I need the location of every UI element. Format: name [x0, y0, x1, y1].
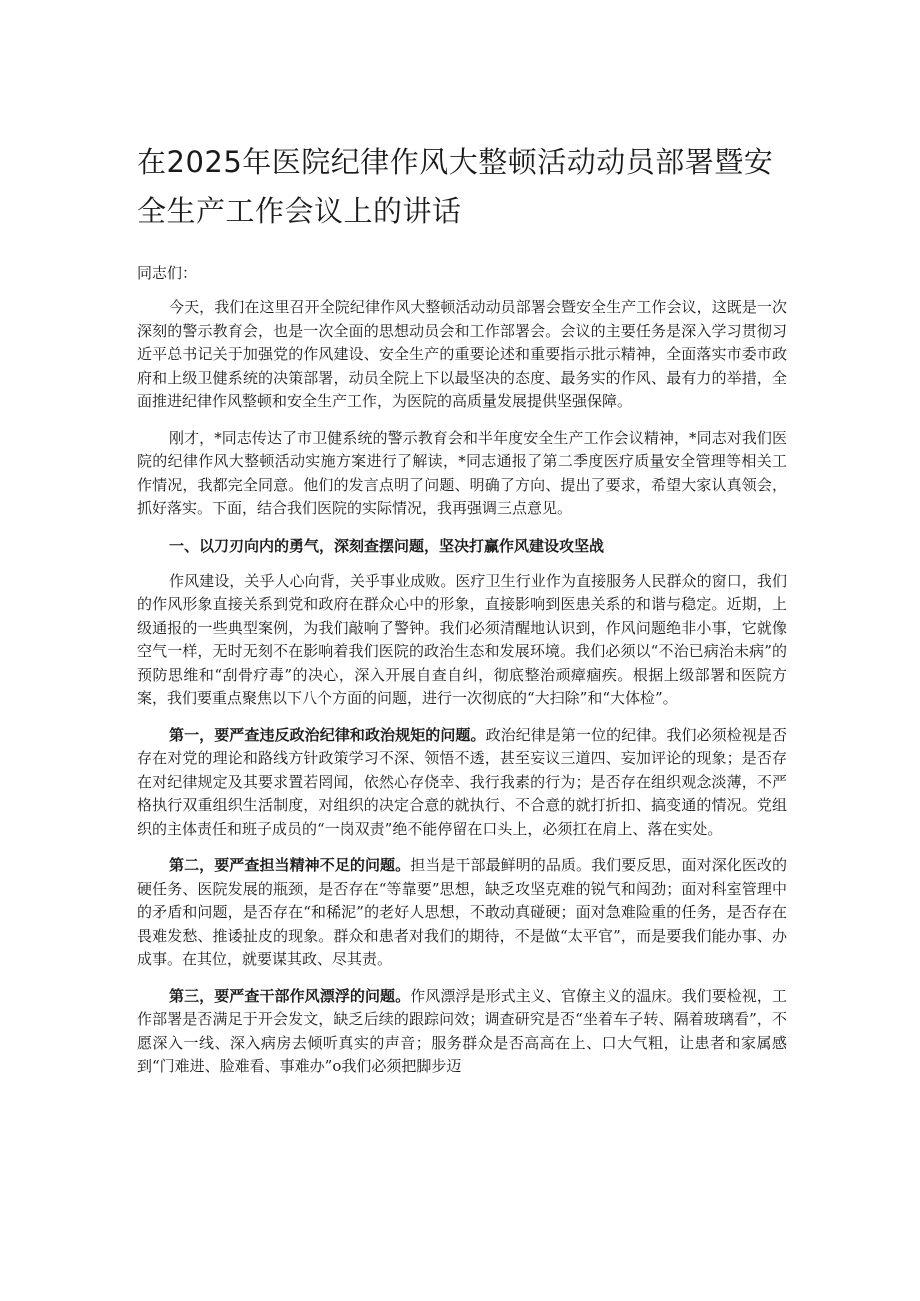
section-heading: 一、以刀刃向内的勇气，深刻查摆问题，坚决打赢作风建设攻坚战 [169, 536, 605, 555]
opening-paragraph: 今天，我们在这里召开全院纪律作风大整顿活动动员部署会暨安全生产工作会议，这既是一次深刻的警示教育会，也是一次全面的思想动员会和工作部署会。会议的主要任务是深入学习贯彻习近平总书记关于加强党的作风建设、安全生产的重要论述和重要指示批示精神，全面落实市委市政府和上级卫健系统的决策部署，动员全院上下以最坚决的态度、最务实的作风、最有力的举措，全面推进纪律作风整顿和安全生产工作，为医院的高质量发展提供坚强保障。 [137, 298, 787, 410]
document-title: 在2025年医院纪律作风大整顿活动动员部署暨安全生产工作会议上的讲话 [137, 145, 774, 228]
section-intro-paragraph: 作风建设，关乎人心向背，关乎事业成败。医疗卫生行业作为直接服务人民群众的窗口，我们的作风形象直接关系到党和政府在群众心中的形象，直接影响到医患关系的和谐与稳定。近期，上级通报的一些典型案例，为我们敲响了警钟。我们必须清醒地认识到，作风问题绝非小事，它就像空气一样，无时无刻不在影响着我们医院的政治生态和发展环境。我们必须以“不治已病治未病”的预防思维和“刮骨疗毒”的决心，深入开展自查自纠，彻底整治顽瘴痼疾。根据上级部署和医院方案，我们要重点聚焦以下八个方面的问题，进行一次彻底的“大扫除”和“大体检”。 [137, 571, 787, 707]
point-lead: 第三，要严查干部作风漂浮的问题。 [169, 986, 411, 1005]
point-paragraph-2 [137, 854, 787, 972]
point-lead: 第二，要严查担当精神不足的问题。 [169, 856, 411, 874]
point-text: 作风漂浮是形式主义、官僚主义的温床。我们要检视，工作部署是否满足于开会发文，缺乏后续的跟踪问效；调查研究是否“坐着车子转、隔着玻璃看”，不愿深入一线、深入病房去倾听真实的声音；服务群众是否高高在上、口大气粗，让患者和家属感到“门难进、脸难看、事难办”o我们必须把脚步迈 [137, 986, 787, 1075]
point-lead: 第一，要严查违反政治纪律和政治规矩的问题。 [169, 725, 486, 744]
point-paragraph-1 [137, 724, 787, 842]
context-paragraph: 刚才，*同志传达了市卫健系统的警示教育会和半年度安全生产工作会议精神，*同志对我们医院的纪律作风大整顿活动实施方案进行了解读，*同志通报了第二季度医疗质量安全管理等相关工作情况，我都完全同意。他们的发言点明了问题、明确了方向、提出了要求，希望大家认真领会，抓好落实。下面，结合我们医院的实际情况，我再强调三点意见。 [137, 428, 787, 517]
point-paragraph-3 [137, 985, 787, 1079]
point-text: 政治纪律是第一位的纪律。我们必须检视是否存在对党的理论和路线方针政策学习不深、领悟不透，甚至妄议三道四、妄加评论的现象；是否存在对纪律规定及其要求置若罔闻，依然心存侥幸、我行我素的行为；是否存在组织观念淡薄，不严格执行双重组织生活制度，对组织的决定合意的就执行、不合意的就打折扣、搞变通的情况。党组织的主体责任和班子成员的“一岗双责”绝不能停留在口头上，必须扛在肩上、落在实处。 [137, 725, 787, 838]
document-page [137, 138, 787, 1092]
point-text: 担当是干部最鲜明的品质。我们要反思，面对深化医改的硬任务、医院发展的瓶颈，是否存在“等靠要”思想，缺乏攻坚克难的锐气和闯劲；面对科室管理中的矛盾和问题，是否存在“和稀泥”的老好人思想，不敢动真碰硬；面对急难险重的任务，是否存在畏难发愁、推诿扯皮的现象。群众和患者对我们的期待，不是做“太平官”，而是要我们能办事、办成事。在其位，就要谋其政、尽其责。 [137, 856, 787, 968]
salutation: 同志们： [137, 264, 198, 282]
